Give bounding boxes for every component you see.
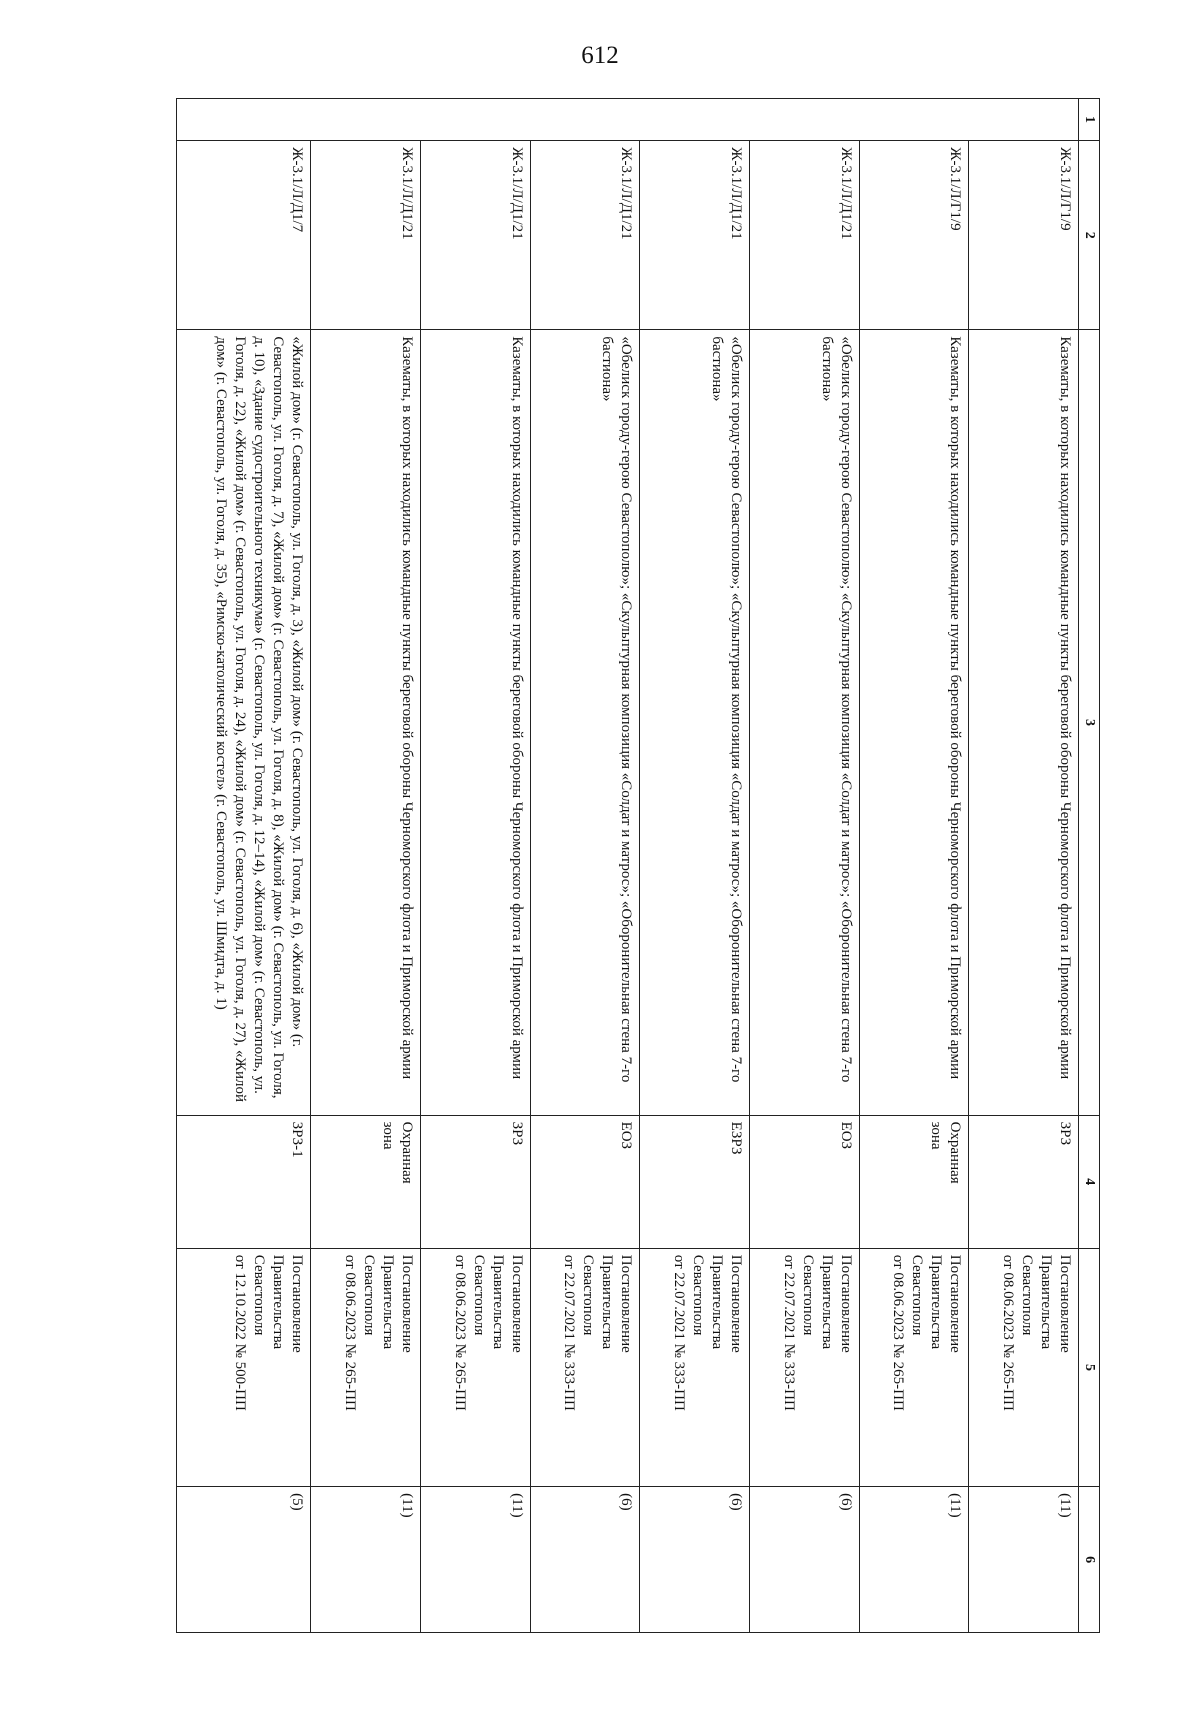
table-row	[749, 99, 859, 1633]
note-ref: (11)	[311, 1487, 421, 1633]
heritage-object: «Обелиск городу-герою Севастополю»; «Скульптурная композиция «Солдат и матрос»; «Оборонительная стена 7-го бастиона»	[749, 330, 859, 1115]
row-number-cell	[177, 99, 1079, 141]
zone-type: Охранная зона	[311, 1115, 421, 1248]
zone-code: Ж-3.1/Л/Д1/7	[177, 141, 311, 330]
note-ref: (11)	[969, 1487, 1079, 1633]
zone-type: ЕОЗ	[749, 1115, 859, 1248]
zone-type: ЗРЗ-1	[177, 1115, 311, 1248]
heritage-object: Казематы, в которых находились командные пункты береговой обороны Черноморского флота и Приморской армии	[311, 330, 421, 1115]
legal-act: Постановление Правительства Севастополя от 08.06.2023 № 265-ПП	[420, 1248, 530, 1486]
heritage-object: «Обелиск городу-герою Севастополю»; «Скульптурная композиция «Солдат и матрос»; «Оборонительная стена 7-го бастиона»	[530, 330, 640, 1115]
note-ref: (11)	[859, 1487, 969, 1633]
table-row	[859, 99, 969, 1633]
zone-code: Ж-3.1/Л/Д1/21	[640, 141, 750, 330]
table-row	[530, 99, 640, 1633]
rotated-table-wrapper	[176, 98, 1100, 1633]
header-col-6: 6	[1079, 1487, 1100, 1633]
legal-act: Постановление Правительства Севастополя от 08.06.2023 № 265-ПП	[311, 1248, 421, 1486]
legal-act: Постановление Правительства Севастополя от 22.07.2021 № 333-ПП	[640, 1248, 750, 1486]
zone-code: Ж-3.1/Л/Д1/21	[420, 141, 530, 330]
zone-type: Охранная зона	[859, 1115, 969, 1248]
header-col-1: 1	[1079, 99, 1100, 141]
table-row	[420, 99, 530, 1633]
table-row	[969, 99, 1079, 1633]
heritage-object: «Обелиск городу-герою Севастополю»; «Скульптурная композиция «Солдат и матрос»; «Оборонительная стена 7-го бастиона»	[640, 330, 750, 1115]
note-ref: (11)	[420, 1487, 530, 1633]
legal-act: Постановление Правительства Севастополя от 22.07.2021 № 333-ПП	[749, 1248, 859, 1486]
heritage-object: «Жилой дом» (г. Севастополь, ул. Гоголя, д. 3), «Жилой дом» (г. Севастополь, ул. Гоголя, д. 6), «Жилой дом» (г. Севастополь, ул. Гоголя, д. 7), «Жилой дом» (г. Севастополь, ул. Гоголя, д. 8), «Жилой дом» (г. Севастополь, ул. Гоголя, д. 10), «Здание судостроительного техникума» (г. Севастополь, ул. Гоголя, д. 12–14), «Жилой дом» (г. Севастополь, ул. Гоголя, д. 22), «Жилой дом» (г. Севастополь, ул. Гоголя, д. 24), «Жилой дом» (г. Севастополь, ул. Гоголя, д. 27), «Жилой дом» (г. Севастополь, ул. Гоголя, д. 35), «Римско-католический костел» (г. Севастополь, ул. Шмидта, д. 1)	[177, 330, 311, 1115]
legal-act: Постановление Правительства Севастополя от 22.07.2021 № 333-ПП	[530, 1248, 640, 1486]
zone-code: Ж-3.1/Л/Г1/9	[859, 141, 969, 330]
legal-act: Постановление Правительства Севастополя от 12.10.2022 № 500-ПП	[177, 1248, 311, 1486]
table-row	[177, 99, 311, 1633]
zone-type: ЕОЗ	[530, 1115, 640, 1248]
zone-code: Ж-3.1/Л/Г1/9	[969, 141, 1079, 330]
table-row	[640, 99, 750, 1633]
note-ref: (6)	[640, 1487, 750, 1633]
zone-type: ЗРЗ	[420, 1115, 530, 1248]
header-col-2: 2	[1079, 141, 1100, 330]
note-ref: (6)	[749, 1487, 859, 1633]
zone-type: ЗРЗ	[969, 1115, 1079, 1248]
legal-act: Постановление Правительства Севастополя от 08.06.2023 № 265-ПП	[859, 1248, 969, 1486]
zones-table	[176, 98, 1100, 1633]
zone-code: Ж-3.1/Л/Д1/21	[311, 141, 421, 330]
header-col-3: 3	[1079, 330, 1100, 1115]
table-row	[311, 99, 421, 1633]
header-col-5: 5	[1079, 1248, 1100, 1486]
rotated-table-inner	[176, 98, 1100, 1633]
zone-code: Ж-3.1/Л/Д1/21	[749, 141, 859, 330]
zone-type: ЕЗРЗ	[640, 1115, 750, 1248]
table-header-row	[1079, 99, 1100, 1633]
note-ref: (5)	[177, 1487, 311, 1633]
page-number: 612	[581, 42, 619, 69]
note-ref: (6)	[530, 1487, 640, 1633]
header-col-4: 4	[1079, 1115, 1100, 1248]
zone-code: Ж-3.1/Л/Д1/21	[530, 141, 640, 330]
legal-act: Постановление Правительства Севастополя от 08.06.2023 № 265-ПП	[969, 1248, 1079, 1486]
heritage-object: Казематы, в которых находились командные пункты береговой обороны Черноморского флота и Приморской армии	[420, 330, 530, 1115]
heritage-object: Казематы, в которых находились командные пункты береговой обороны Черноморского флота и Приморской армии	[969, 330, 1079, 1115]
heritage-object: Казематы, в которых находились командные пункты береговой обороны Черноморского флота и Приморской армии	[859, 330, 969, 1115]
